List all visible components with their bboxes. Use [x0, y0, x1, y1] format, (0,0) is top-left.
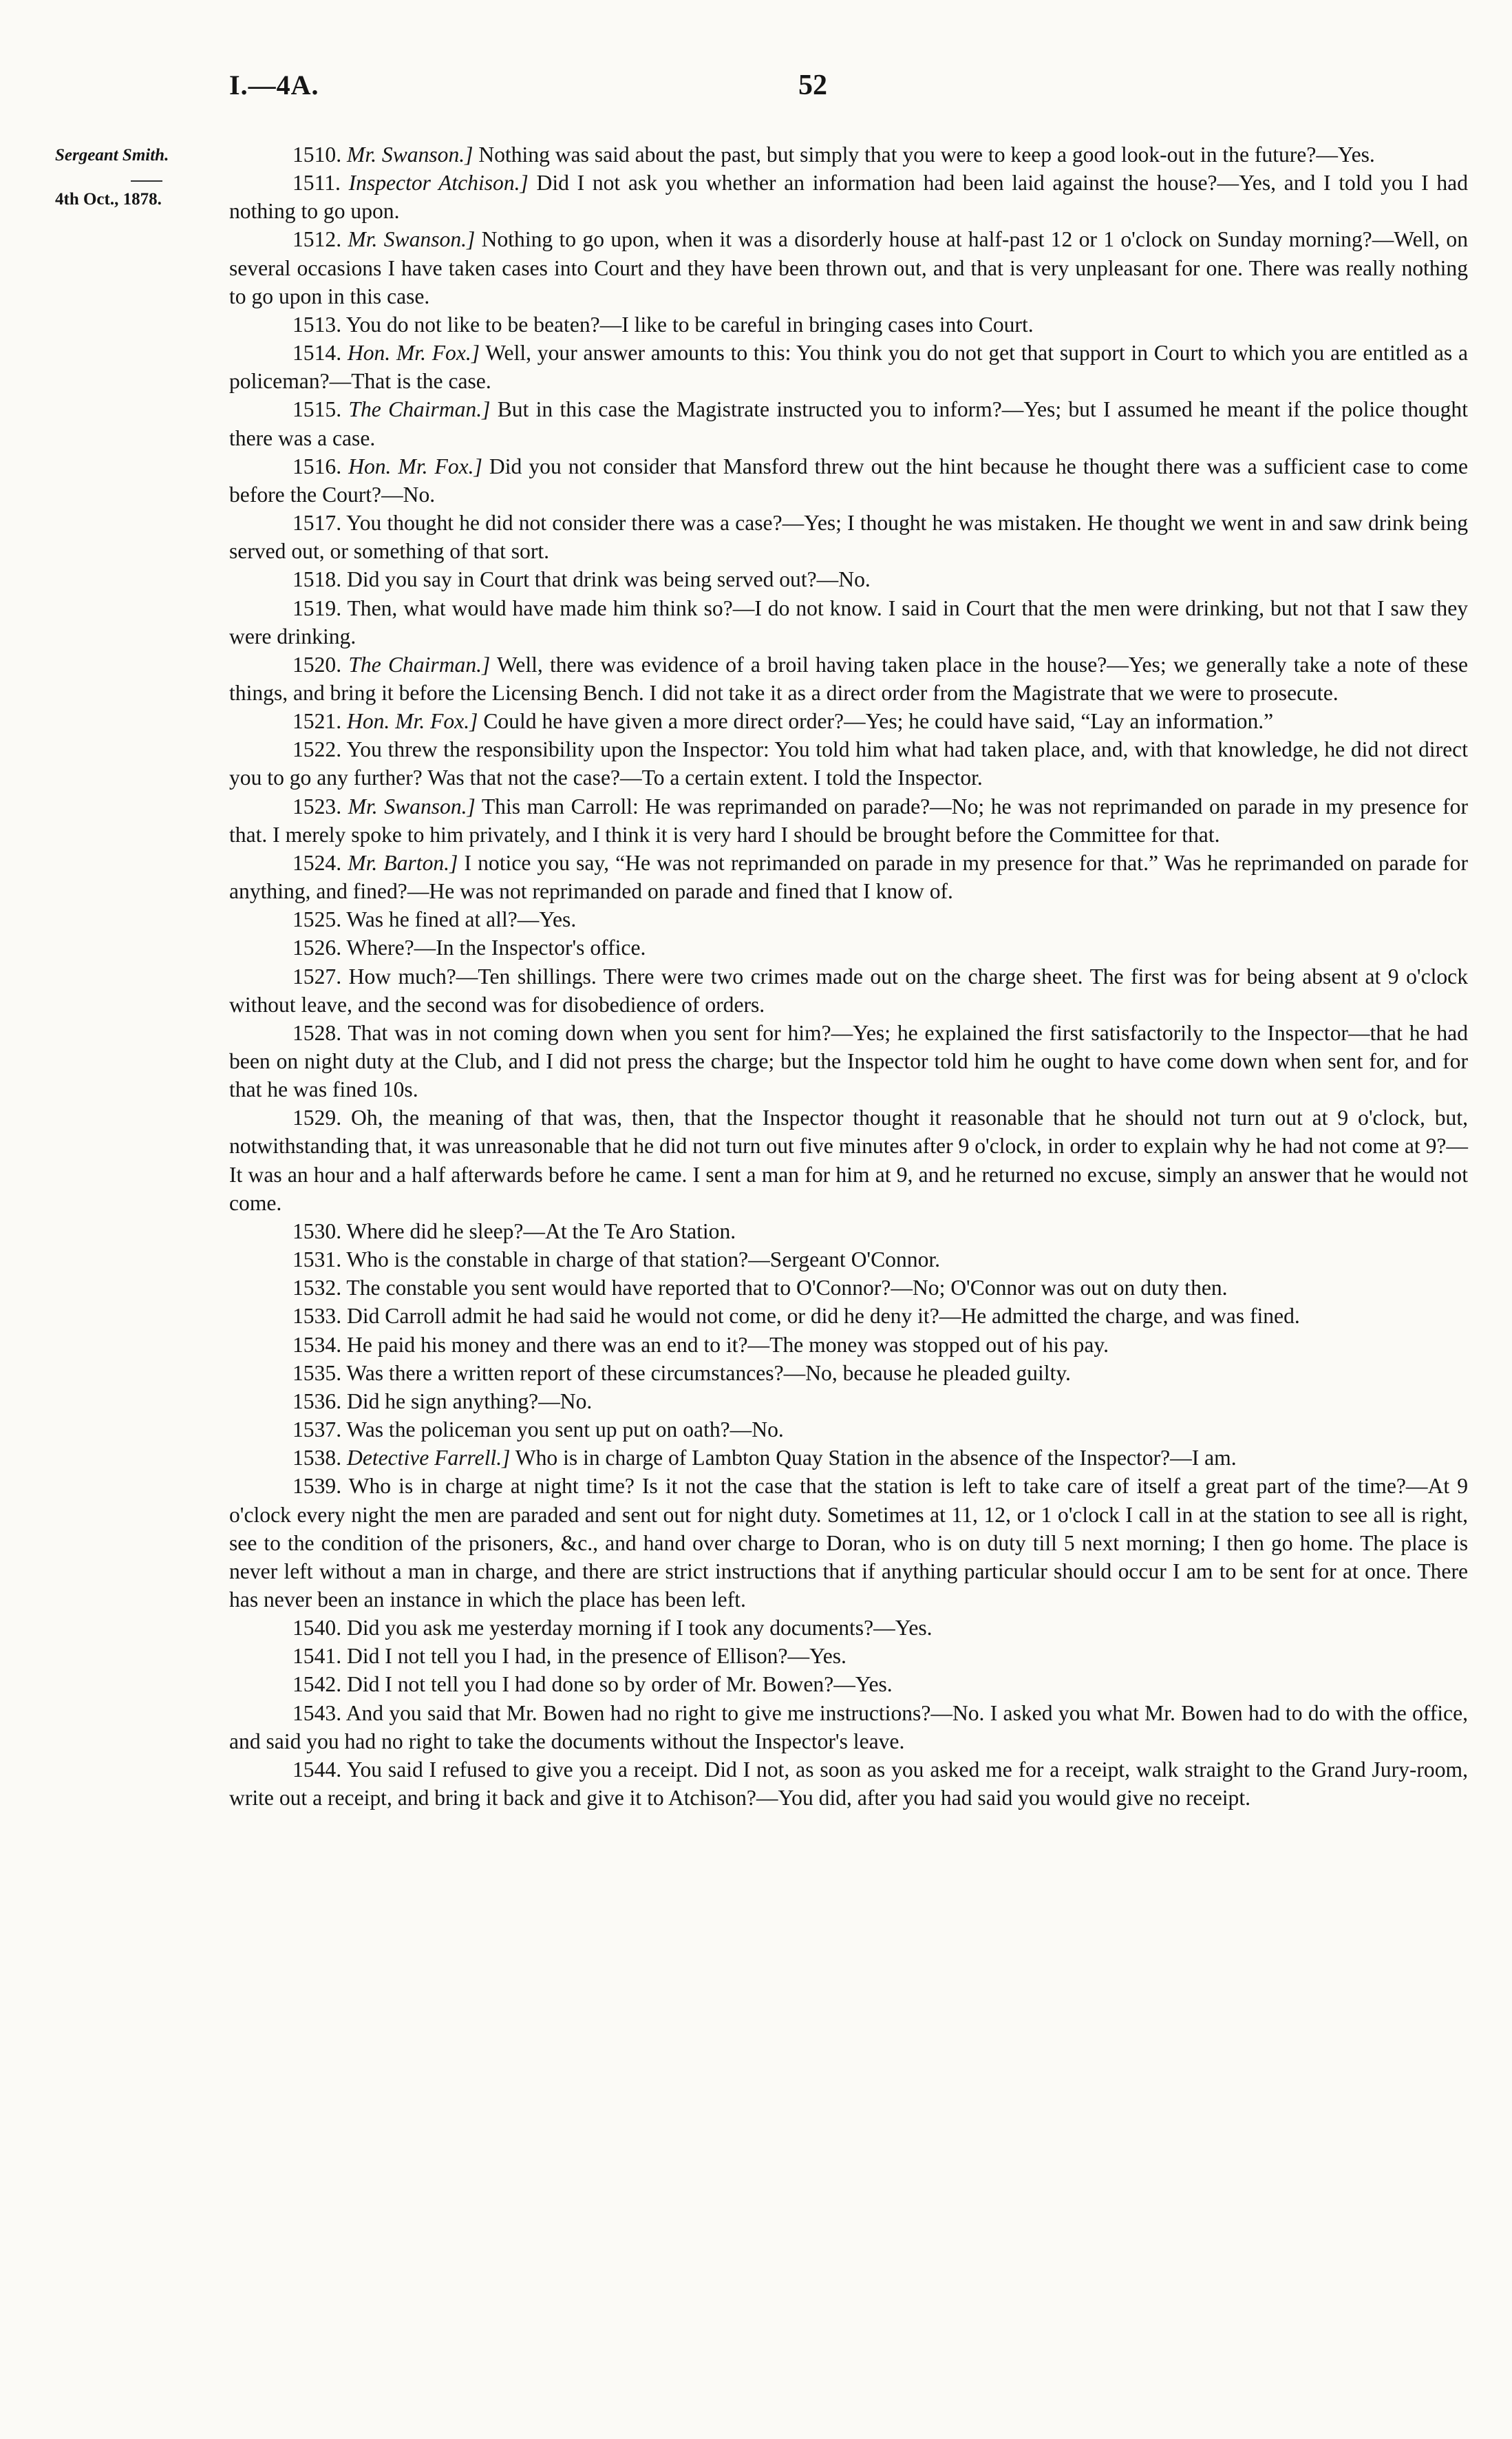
question-text: Did I not ask you whether an information had been laid against the house?—Yes, and I told you I had nothing to go upon.: [229, 171, 1468, 224]
question-number: 1535.: [292, 1360, 342, 1385]
question-text: And you said that Mr. Bowen had no right to give me instructions?—No. I asked you what Mr. Bowen had to do with the office, and said you had no right to take the documents without the Inspector's leave.: [229, 1700, 1468, 1753]
question-text: He paid his money and there was an end to it?—The money was stopped out of his pay.: [347, 1332, 1109, 1357]
question-text: Who is the constable in charge of that station?—Sergeant O'Connor.: [346, 1247, 941, 1272]
question-number: 1510.: [292, 142, 342, 167]
question-number: 1523.: [292, 794, 342, 819]
question-text: Where?—In the Inspector's office.: [346, 936, 646, 960]
question-number: 1527.: [292, 964, 342, 989]
question-number: 1538.: [292, 1446, 342, 1470]
question-number: 1539.: [292, 1474, 342, 1499]
question-text: Was there a written report of these circumstances?—No, because he pleaded guilty.: [346, 1360, 1071, 1385]
question-number: 1518.: [292, 567, 342, 592]
question-text: Who is in charge at night time? Is it not the case that the station is left to take care of itself a great part of the time?—At 9 o'clock every night the men are paraded and sent out for night duty. Sometimes at 11, 12, or 1 o'clock I call in at the station to see all is right, see to the condition of the prisoners, &c., and hand over charge to Doran, who is on duty till 5 next morning; I then go home. The place is never left without a man in charge, and there are strict instructions that if anything particular should occur I am to be sent for at once. There has never been an instance in which the place has been left.: [229, 1474, 1469, 1612]
question-paragraph: [229, 1302, 1468, 1330]
question-text: Well, your answer amounts to this: You think you do not get that support in Court to which you are entitled as a policeman?—That is the case.: [229, 341, 1468, 394]
question-text: But in this case the Magistrate instructed you to inform?—Yes; but I assumed he meant if the police thought there was a case.: [229, 397, 1468, 450]
question-paragraph: [229, 395, 1468, 452]
question-text: Did you not consider that Mansford threw out the hint because he thought there was a sufficient case to come before the Court?—No.: [229, 454, 1468, 507]
question-paragraph: [229, 169, 1468, 225]
question-paragraph: [229, 905, 1468, 933]
question-number: 1521.: [292, 709, 342, 734]
question-paragraph: [229, 140, 1468, 169]
report-reference: I.—4A.: [229, 70, 319, 101]
question-number: 1544.: [292, 1757, 342, 1782]
question-number: 1517.: [292, 511, 342, 536]
question-number: 1541.: [292, 1644, 342, 1669]
question-text: Well, there was evidence of a broil having taken place in the house?—Yes; we generally take a note of these things, and bring it before the Licensing Bench. I did not take it as a direct order from the Magistrate that we were to prosecute.: [229, 652, 1468, 705]
question-paragraph: [229, 509, 1468, 565]
speaker-name: Mr. Barton.]: [348, 850, 458, 875]
question-number: 1540.: [292, 1616, 342, 1640]
page-number: 52: [798, 70, 827, 101]
speaker-name: Mr. Swanson.]: [347, 142, 473, 167]
question-number: 1511.: [292, 171, 341, 196]
question-number: 1514.: [292, 341, 342, 366]
speaker-name: Hon. Mr. Fox.]: [347, 709, 478, 734]
speaker-name: Mr. Swanson.]: [348, 794, 476, 819]
question-text: Did I not tell you I had, in the presence of Ellison?—Yes.: [347, 1644, 846, 1669]
question-text: Was the policeman you sent up put on oath?—No.: [346, 1417, 784, 1442]
question-number: 1536.: [292, 1389, 342, 1413]
speaker-name: Detective Farrell.]: [347, 1446, 511, 1470]
question-number: 1532.: [292, 1276, 342, 1300]
question-paragraph: [229, 1755, 1468, 1812]
question-number: 1512.: [292, 227, 342, 252]
question-number: 1531.: [292, 1247, 342, 1272]
question-text: Did you ask me yesterday morning if I took any documents?—Yes.: [347, 1616, 933, 1640]
question-text: The constable you sent would have reported that to O'Connor?—No; O'Connor was out on duty then.: [346, 1276, 1228, 1300]
question-paragraph: [229, 651, 1468, 707]
question-text: Oh, the meaning of that was, then, that the Inspector thought it reasonable that he should not turn out at 9 o'clock, but, notwithstanding that, it was unreasonable that he did not turn out five minutes after 9 o'clock, in order to explain why he had not come at 9?—It was an hour and a half afterwards before he came. I sent a man for him at 9, and he returned no excuse, simply an answer that he would not come.: [229, 1106, 1469, 1215]
question-paragraph: [229, 565, 1468, 593]
speaker-name: Hon. Mr. Fox.]: [348, 454, 482, 478]
question-number: 1515.: [292, 397, 342, 422]
question-text: You said I refused to give you a receipt. Did I not, as soon as you asked me for a receipt, walk straight to the Grand Jury-room, write out a receipt, and bring it back and give it to Atchison?—You did, after you had said you would give no receipt.: [229, 1757, 1469, 1810]
evidence-body: [229, 140, 1468, 1812]
question-text: Did you say in Court that drink was being served out?—No.: [347, 567, 871, 592]
question-text: Did he sign anything?—No.: [347, 1389, 593, 1413]
question-number: 1534.: [292, 1332, 342, 1357]
question-text: Could he have given a more direct order?—Yes; he could have said, “Lay an information.”: [478, 709, 1274, 734]
margin-date: 4th Oct., 1878.: [55, 190, 162, 209]
question-paragraph: [229, 594, 1468, 651]
question-number: 1524.: [292, 850, 342, 875]
question-text: Where did he sleep?—At the Te Aro Station.: [346, 1218, 736, 1243]
speaker-name: The Chairman.]: [348, 652, 491, 677]
question-paragraph: [229, 225, 1468, 310]
question-text: I notice you say, “He was not reprimanded on parade in my presence for that.” Was he reprimanded on parade for anything, and fined?—He was not reprimanded on parade and fined that I know of.: [229, 850, 1469, 904]
question-number: 1533.: [292, 1304, 342, 1329]
question-paragraph: [229, 1104, 1468, 1217]
question-text: Nothing was said about the past, but simply that you were to keep a good look-out in the future?—Yes.: [473, 142, 1375, 167]
question-paragraph: [229, 849, 1468, 905]
question-paragraph: [229, 452, 1468, 509]
question-text: Did I not tell you I had done so by order of Mr. Bowen?—Yes.: [347, 1672, 893, 1697]
question-text: That was in not coming down when you sent for him?—Yes; he explained the first satisfactorily to the Inspector—that he had been on night duty at the Club, and I did not press the charge; but the Inspector told him he ought to have come down when sent for, and for that he was fined 10s.: [229, 1020, 1469, 1102]
question-number: 1513.: [292, 312, 342, 337]
question-paragraph: [229, 1019, 1468, 1104]
question-paragraph: [229, 792, 1468, 849]
question-paragraph: [229, 962, 1468, 1019]
question-paragraph: [229, 1699, 1468, 1755]
question-paragraph: [229, 1387, 1468, 1415]
speaker-name: The Chairman.]: [348, 397, 491, 422]
margin-witness-name: Sergeant Smith.: [55, 146, 169, 165]
question-paragraph: [229, 1245, 1468, 1274]
question-number: 1530.: [292, 1218, 342, 1243]
question-number: 1537.: [292, 1417, 342, 1442]
question-text: Was he fined at all?—Yes.: [346, 907, 577, 932]
question-paragraph: [229, 310, 1468, 339]
question-paragraph: [229, 707, 1468, 735]
speaker-name: Mr. Swanson.]: [348, 227, 476, 252]
question-paragraph: [229, 1670, 1468, 1698]
question-paragraph: [229, 339, 1468, 395]
question-number: 1526.: [292, 936, 342, 960]
question-paragraph: [229, 1614, 1468, 1642]
question-paragraph: [229, 1472, 1468, 1614]
question-paragraph: [229, 933, 1468, 962]
question-text: Did Carroll admit he had said he would not come, or did he deny it?—He admitted the charge, and was fined.: [347, 1304, 1300, 1329]
question-text: Nothing to go upon, when it was a disorderly house at half-past 12 or 1 o'clock on Sunday morning?—Well, on several occasions I have taken cases into Court and they have been thrown out, and that is very unpleasant for one. There was really nothing to go upon in this case.: [229, 227, 1468, 308]
question-paragraph: [229, 1444, 1468, 1472]
question-number: 1520.: [292, 652, 342, 677]
question-text: You thought he did not consider there was a case?—Yes; I thought he was mistaken. He thought we went in and saw drink being served out, or something of that sort.: [229, 511, 1468, 564]
question-number: 1528.: [292, 1020, 342, 1045]
question-number: 1525.: [292, 907, 342, 932]
question-paragraph: [229, 1415, 1468, 1444]
question-number: 1529.: [292, 1106, 342, 1130]
question-paragraph: [229, 1274, 1468, 1302]
question-paragraph: [229, 735, 1468, 792]
question-number: 1516.: [292, 454, 342, 478]
question-paragraph: [229, 1642, 1468, 1670]
question-text: You threw the responsibility upon the Inspector: You told him what had taken place, and, with that knowledge, he did not direct you to go any further? Was that not the case?—To a certain extent. I told the Inspector.: [229, 737, 1468, 790]
question-text: How much?—Ten shillings. There were two crimes made out on the charge sheet. The first was for being absent at 9 o'clock without leave, and the second was for disobedience of orders.: [229, 964, 1469, 1017]
question-number: 1543.: [292, 1700, 342, 1725]
question-text: You do not like to be beaten?—I like to be careful in bringing cases into Court.: [345, 312, 1034, 337]
question-number: 1522.: [292, 737, 342, 762]
question-paragraph: [229, 1359, 1468, 1387]
question-text: This man Carroll: He was reprimanded on parade?—No; he was not reprimanded on parade in my presence for that. I merely spoke to him privately, and I think it is very hard I should be brought before the Committee for that.: [229, 794, 1468, 847]
question-text: Then, what would have made him think so?—I do not know. I said in Court that the men were drinking, but not that I saw they were drinking.: [229, 595, 1469, 648]
question-paragraph: [229, 1331, 1468, 1359]
question-paragraph: [229, 1217, 1468, 1245]
question-number: 1519.: [292, 595, 342, 620]
question-text: Who is in charge of Lambton Quay Station in the absence of the Inspector?—I am.: [510, 1446, 1237, 1470]
margin-rule: [131, 180, 162, 182]
speaker-name: Hon. Mr. Fox.]: [347, 341, 480, 366]
speaker-name: Inspector Atchison.]: [348, 171, 529, 196]
question-number: 1542.: [292, 1672, 342, 1697]
